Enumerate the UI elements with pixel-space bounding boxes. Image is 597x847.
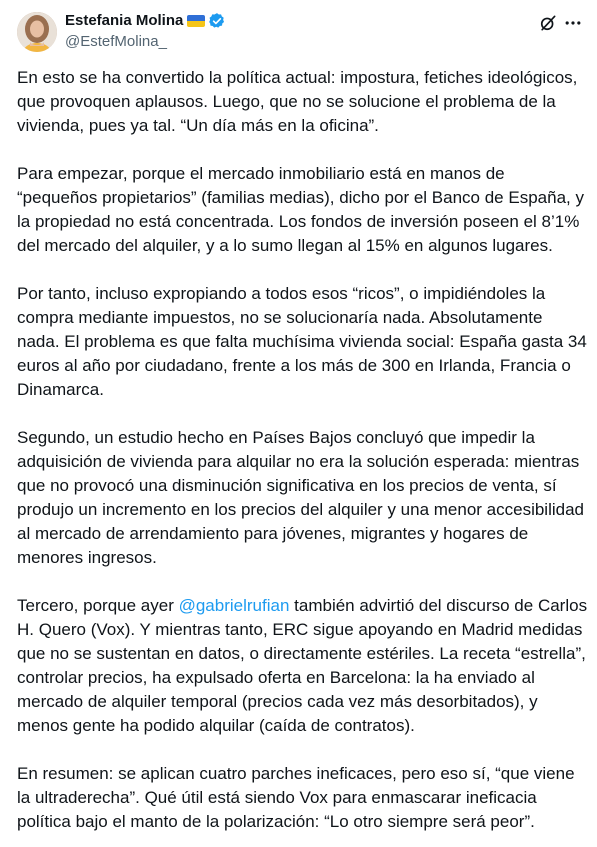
tweet-paragraph-1: En esto se ha convertido la política actual: impostura, fetiches ideológicos, que provoquen aplausos. Luego, que no se solucione el problema de la vivienda, pues ya tal. “Un día más en la oficina”. (17, 68, 578, 135)
handle[interactable]: @EstefMolina_ (65, 33, 167, 50)
tweet-paragraph-2: Para empezar, porque el mercado inmobiliario está en manos de “pequeños propietarios” (familias medias), dicho por el Banco de España, y la propiedad no está concentrada. Los fondos de inversión poseen el 8’1% del mercado del alquiler, y a lo sumo llegan al 15% en algunos lugares. (17, 164, 584, 255)
author-block[interactable] (65, 11, 226, 52)
display-name[interactable]: Estefania Molina (65, 12, 184, 29)
paragraph-5-lead: Tercero, porque ayer (17, 596, 179, 615)
tweet-paragraph-4: Segundo, un estudio hecho en Países Bajos concluyó que impedir la adquisición de vivienda para alquilar no era la solución esperada: mientras que no provocó una disminución significativa en los precios de venta, sí produjo un incremento en los precios del alquiler y una menor accesibilidad al mercado de arrendamiento para jóvenes, migrantes y hogares de menores ingresos. (17, 428, 584, 567)
grok-icon[interactable] (538, 13, 558, 33)
more-options-icon[interactable] (563, 13, 583, 33)
tweet-paragraph-3: Por tanto, incluso expropiando a todos esos “ricos”, o impidiéndoles la compra mediante impuestos, no se solucionaría nada. Absolutamente nada. El problema es que falta muchísima vivienda social: España gasta 34 euros al año por ciudadano, frente a los más de 300 en Irlanda, Francia o Dinamarca. (17, 284, 587, 399)
mention-link[interactable]: @gabrielrufian (178, 596, 290, 615)
tweet-paragraph-6: En resumen: se aplican cuatro parches ineficaces, pero eso sí, “que viene la ultraderecha”. Qué útil está siendo Vox para enmascarar ineficacia política bajo el manto de la polarización: “Lo otro siempre será peor”. (17, 764, 575, 831)
tweet-text (17, 66, 589, 847)
ukraine-flag-icon (187, 15, 205, 27)
paragraph-5-rest: también advirtió del discurso de Carlos H. Quero (Vox). Y mientras tanto, ERC sigue apoyando en Madrid medidas que no se sustentan en datos, o directamente estériles. La receta “estrella”, controlar precios, ha expulsado oferta en Barcelona: la ha enviado al mercado de alquiler temporal (precios cada vez más desorbitados), y menos gente ha podido alquilar (caída de contratos). (17, 596, 588, 735)
tweet-header (0, 0, 597, 62)
avatar[interactable] (17, 12, 57, 52)
tweet-paragraph-5 (17, 594, 589, 738)
verified-badge-icon[interactable] (208, 12, 226, 30)
name-row (65, 11, 226, 31)
